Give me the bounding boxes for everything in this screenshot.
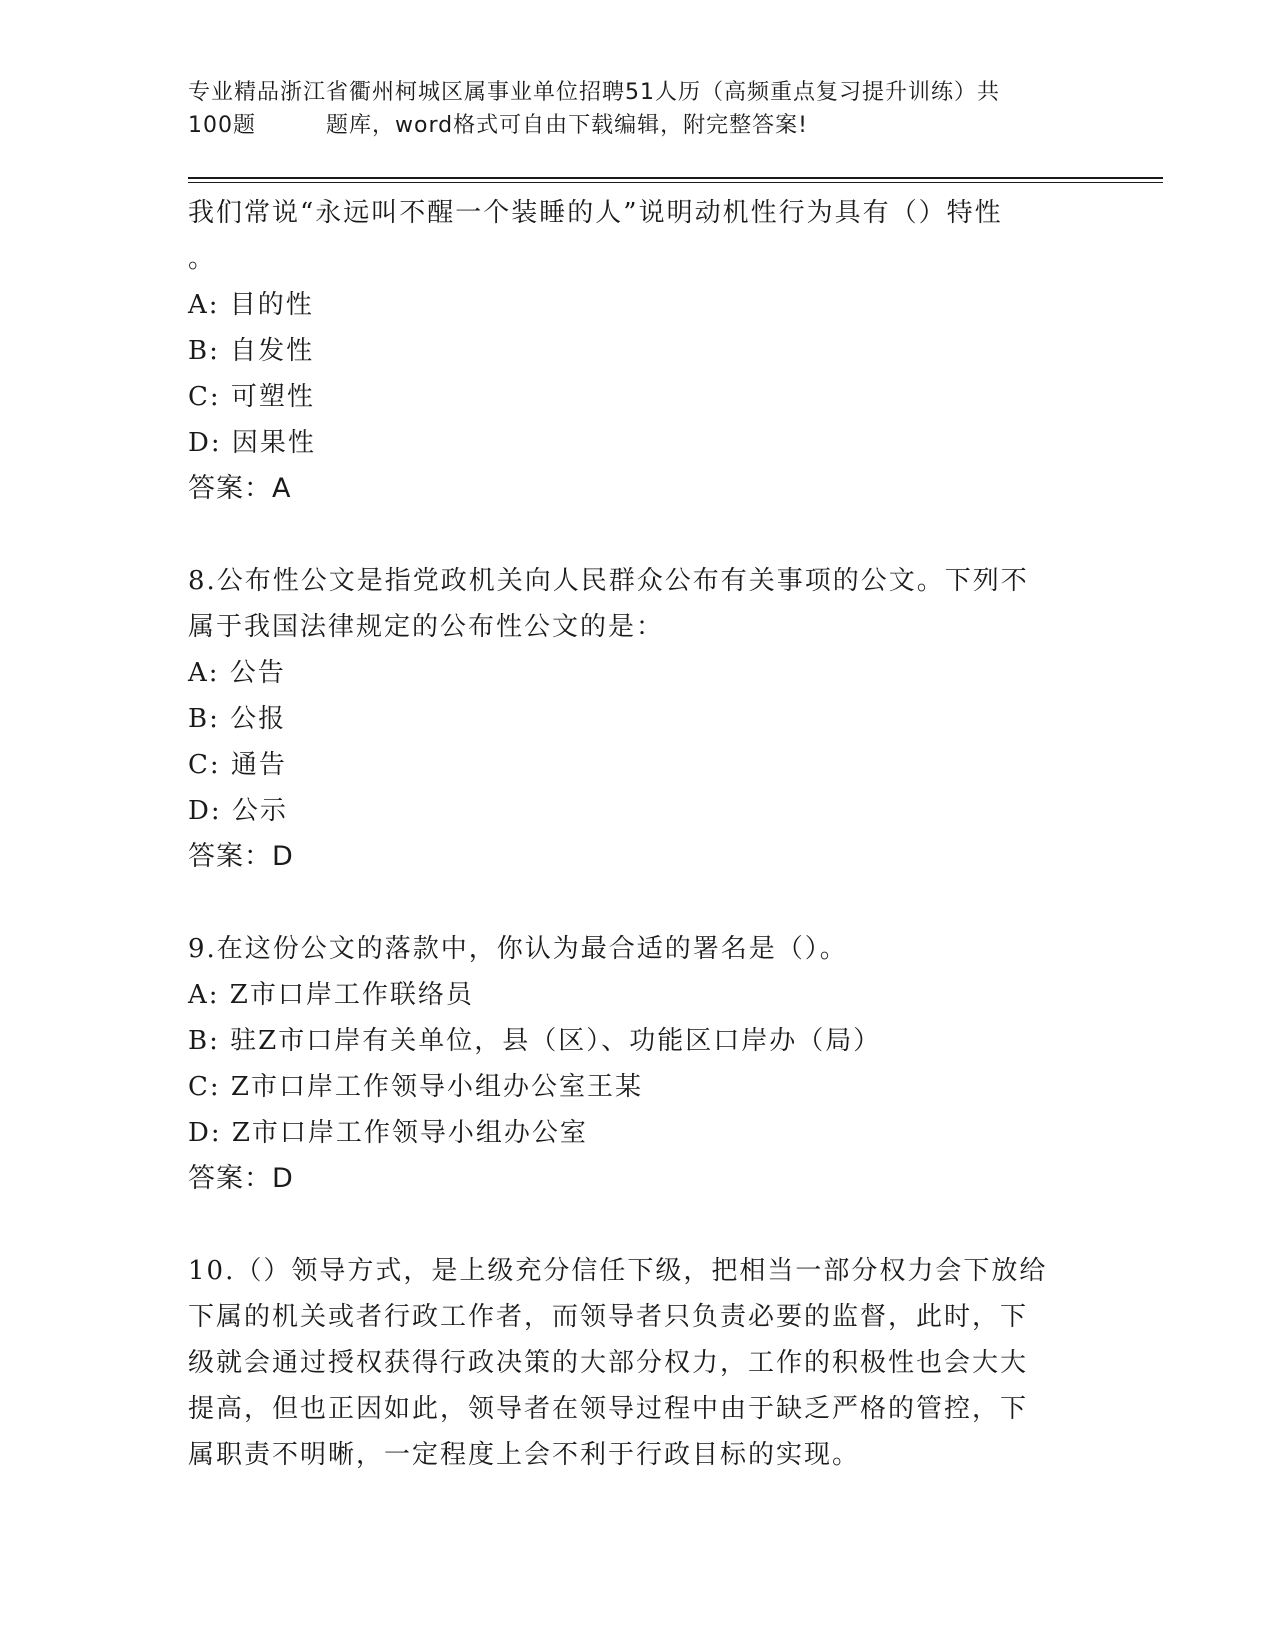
option-c: C: 通告 bbox=[188, 750, 287, 780]
header-rule-thick bbox=[188, 177, 1163, 179]
document-header bbox=[188, 76, 1088, 142]
option-b: B: 公报 bbox=[188, 704, 287, 734]
option-a: A: 目的性 bbox=[188, 290, 314, 320]
option-a: A: 公告 bbox=[188, 658, 286, 688]
header-rule-thin bbox=[188, 182, 1163, 183]
option-d: D: Z市口岸工作领导小组办公室 bbox=[188, 1118, 588, 1148]
answer-line: 答案：D bbox=[188, 841, 294, 872]
option-a: A: Z市口岸工作联络员 bbox=[188, 980, 474, 1010]
answer-line: 答案：A bbox=[188, 473, 292, 504]
header-line-1: 专业精品浙江省衢州柯城区属事业单位招聘51人历（高频重点复习提升训练）共 bbox=[188, 80, 1000, 105]
option-b: B: 驻Z市口岸有关单位，县（区）、功能区口岸办（局） bbox=[188, 1026, 882, 1056]
header-subtitle: 题库，word格式可自由下载编辑，附完整答案! bbox=[326, 113, 808, 138]
question-block bbox=[188, 190, 1088, 512]
header-count: 100题 bbox=[188, 113, 256, 138]
option-c: C: Z市口岸工作领导小组办公室王某 bbox=[188, 1072, 643, 1102]
question-stem-line: 下属的机关或者行政工作者，而领导者只负责必要的监督，此时，下 bbox=[188, 1302, 1029, 1332]
option-b: B: 自发性 bbox=[188, 336, 315, 366]
question-list bbox=[188, 190, 1088, 1478]
question-stem-line: 我们常说“永远叫不醒一个装睡的人”说明动机性行为具有（）特性 bbox=[188, 198, 1003, 228]
question-block bbox=[188, 1248, 1088, 1478]
header-line-2 bbox=[188, 109, 1088, 142]
question-stem-line: 。 bbox=[188, 244, 217, 274]
answer-line: 答案：D bbox=[188, 1163, 294, 1194]
question-stem-line: 8.公布性公文是指党政机关向人民群众公布有关事项的公文。下列不 bbox=[188, 566, 1029, 596]
question-block bbox=[188, 926, 1088, 1202]
question-stem-line: 属于我国法律规定的公布性公文的是： bbox=[188, 612, 665, 642]
question-stem-line: 10.（）领导方式，是上级充分信任下级，把相当一部分权力会下放给 bbox=[188, 1256, 1048, 1286]
option-c: C: 可塑性 bbox=[188, 382, 315, 412]
question-stem-line: 属职责不明晰，一定程度上会不利于行政目标的实现。 bbox=[188, 1440, 861, 1470]
question-stem-line: 9.在这份公文的落款中，你认为最合适的署名是（）。 bbox=[188, 934, 848, 964]
option-d: D: 公示 bbox=[188, 796, 288, 826]
option-d: D: 因果性 bbox=[188, 428, 316, 458]
question-stem-line: 级就会通过授权获得行政决策的大部分权力，工作的积极性也会大大 bbox=[188, 1348, 1029, 1378]
question-block bbox=[188, 558, 1088, 880]
question-stem-line: 提高，但也正因如此，领导者在领导过程中由于缺乏严格的管控，下 bbox=[188, 1394, 1029, 1424]
